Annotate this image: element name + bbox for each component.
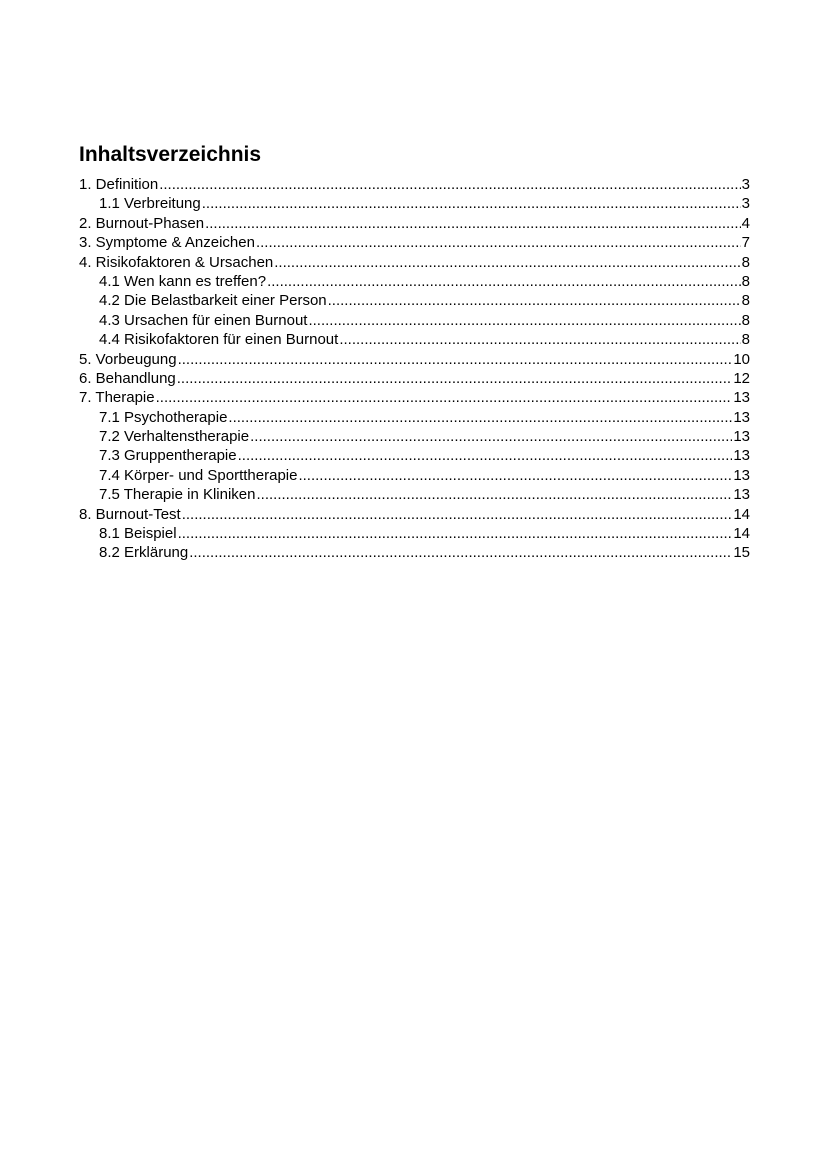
toc-dot-leader: [159, 175, 740, 194]
toc-entry-label: 1.1 Verbreitung: [99, 195, 201, 213]
toc-entry-page: 8: [741, 331, 750, 349]
toc-dot-leader: [257, 485, 733, 504]
toc-dot-leader: [308, 311, 740, 330]
toc-entry-label: 5. Vorbeugung: [79, 350, 177, 368]
table-of-contents: [79, 175, 750, 563]
toc-entry[interactable]: [79, 543, 750, 562]
toc-entry-page: 3: [741, 195, 750, 213]
toc-entry-label: 3. Symptome & Anzeichen: [79, 234, 255, 252]
toc-entry-page: 8: [741, 292, 750, 310]
toc-entry-page: 12: [733, 369, 750, 387]
toc-entry-label: 6. Behandlung: [79, 369, 176, 387]
toc-entry-label: 2. Burnout-Phasen: [79, 214, 205, 232]
toc-dot-leader: [228, 408, 732, 427]
toc-entry-page: 15: [733, 544, 750, 562]
toc-entry-label: 7.2 Verhaltenstherapie: [99, 428, 250, 446]
toc-entry[interactable]: [79, 272, 750, 291]
toc-entry-label: 4.3 Ursachen für einen Burnout: [99, 311, 308, 329]
toc-entry-label: 8. Burnout-Test: [79, 505, 181, 523]
toc-dot-leader: [274, 253, 740, 272]
toc-entry-label: 8.1 Beispiel: [99, 525, 177, 543]
toc-entry-page: 8: [741, 253, 750, 271]
toc-entry-label: 7.1 Psychotherapie: [99, 408, 228, 426]
toc-dot-leader: [156, 388, 733, 407]
toc-entry-label: 8.2 Erklärung: [99, 544, 189, 562]
toc-dot-leader: [250, 427, 732, 446]
toc-entry-page: 4: [741, 214, 750, 232]
toc-entry[interactable]: [79, 330, 750, 349]
toc-entry[interactable]: [79, 214, 750, 233]
toc-entry[interactable]: [79, 466, 750, 485]
toc-entry-page: 3: [741, 176, 750, 193]
toc-entry-page: 14: [733, 505, 750, 523]
toc-entry-label: 4.4 Risikofaktoren für einen Burnout: [99, 331, 339, 349]
toc-entry[interactable]: [79, 194, 750, 213]
toc-dot-leader: [178, 350, 733, 369]
toc-dot-leader: [178, 524, 733, 543]
toc-entry[interactable]: [79, 291, 750, 310]
toc-entry-page: 13: [733, 408, 750, 426]
toc-entry[interactable]: [79, 253, 750, 272]
toc-entry-label: 4.2 Die Belastbarkeit einer Person: [99, 292, 327, 310]
toc-entry[interactable]: [79, 485, 750, 504]
toc-entry-page: 13: [733, 389, 750, 407]
toc-entry[interactable]: [79, 524, 750, 543]
toc-entry-label: 7.5 Therapie in Kliniken: [99, 486, 256, 504]
toc-entry-label: 7. Therapie: [79, 389, 155, 407]
toc-entry[interactable]: [79, 369, 750, 388]
toc-entry-label: 4. Risikofaktoren & Ursachen: [79, 253, 274, 271]
toc-entry-label: 7.3 Gruppentherapie: [99, 447, 237, 465]
toc-entry[interactable]: [79, 446, 750, 465]
toc-entry[interactable]: [79, 350, 750, 369]
toc-dot-leader: [205, 214, 741, 233]
toc-entry-label: 1. Definition: [79, 176, 159, 193]
toc-entry-label: 7.4 Körper- und Sporttherapie: [99, 466, 298, 484]
toc-dot-leader: [238, 446, 733, 465]
toc-dot-leader: [256, 233, 741, 252]
page-title: Inhaltsverzeichnis: [79, 143, 262, 166]
toc-entry[interactable]: [79, 505, 750, 524]
toc-entry-page: 10: [733, 350, 750, 368]
toc-dot-leader: [189, 543, 732, 562]
toc-entry-page: 13: [733, 428, 750, 446]
toc-dot-leader: [202, 194, 741, 213]
toc-entry[interactable]: [79, 311, 750, 330]
toc-entry-page: 13: [733, 486, 750, 504]
toc-entry-page: 13: [733, 447, 750, 465]
toc-entry[interactable]: [79, 233, 750, 252]
toc-entry[interactable]: [79, 408, 750, 427]
toc-dot-leader: [339, 330, 740, 349]
toc-dot-leader: [298, 466, 732, 485]
toc-entry[interactable]: [79, 175, 750, 194]
toc-entry-page: 8: [741, 311, 750, 329]
toc-entry-page: 13: [733, 466, 750, 484]
toc-entry-label: 4.1 Wen kann es treffen?: [99, 272, 267, 290]
toc-dot-leader: [182, 505, 733, 524]
toc-entry-page: 8: [741, 272, 750, 290]
toc-dot-leader: [267, 272, 741, 291]
toc-dot-leader: [328, 291, 741, 310]
toc-entry[interactable]: [79, 388, 750, 407]
toc-dot-leader: [177, 369, 733, 388]
toc-entry-page: 7: [741, 234, 750, 252]
toc-entry-page: 14: [733, 525, 750, 543]
toc-entry[interactable]: [79, 427, 750, 446]
